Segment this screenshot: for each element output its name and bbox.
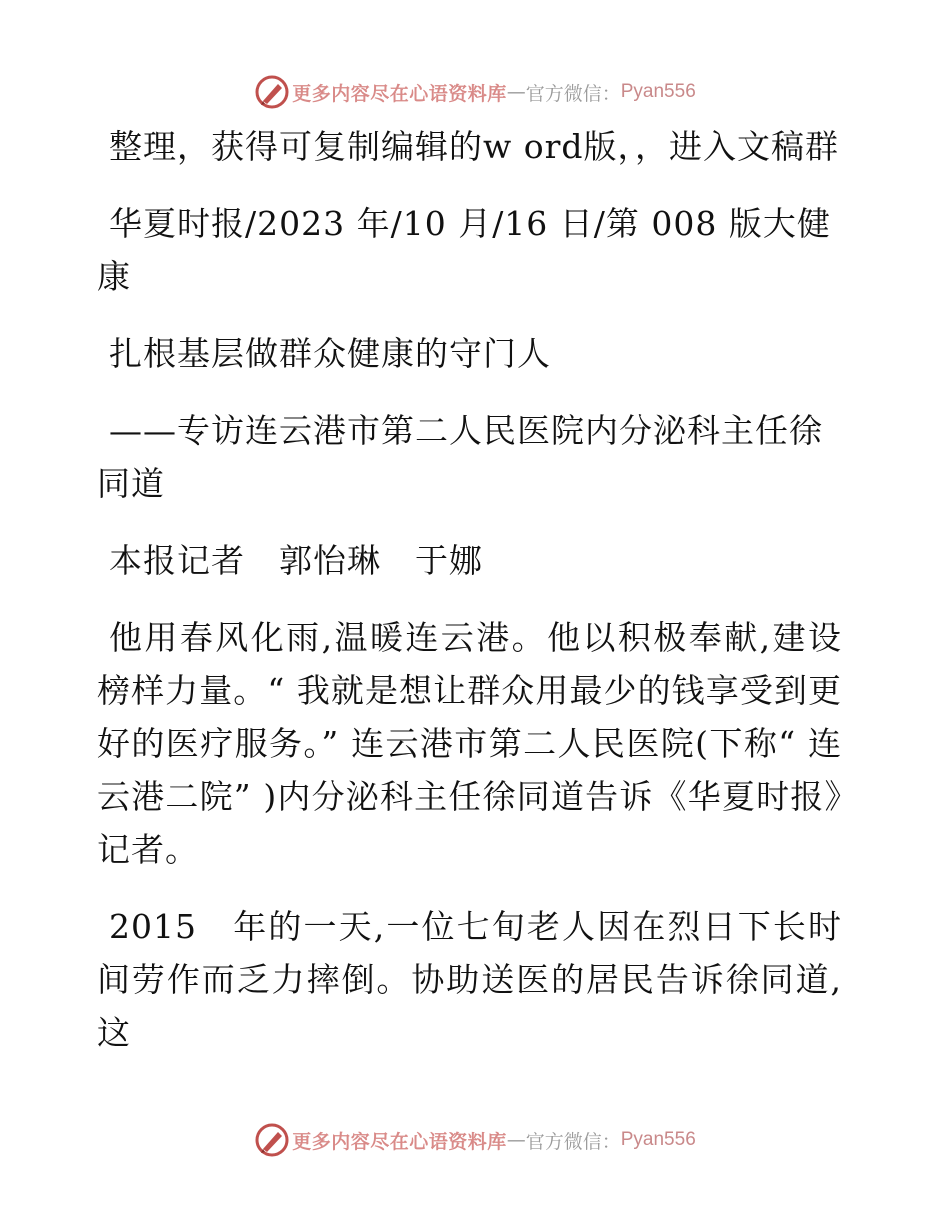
paragraph-body-2: 2015 年的一天,一位七旬老人因在烈日下长时间劳作而乏力摔倒。协助送医的居民告诉徐同道,这 [97, 907, 842, 1052]
article-subtitle: ——专访连云港市第二人民医院内分泌科主任徐同道 [97, 411, 823, 503]
header-watermark [0, 72, 950, 112]
watermark-wechat-id: Pyan556 [620, 1129, 696, 1150]
watermark-brand: 更多内容尽在心语资料库 [292, 1130, 507, 1153]
article-byline: 本报记者 郭怡琳 于娜 [109, 541, 483, 580]
paragraph-source: 华夏时报/2023 年/10 月/16 日/第 008 版大健康 [97, 204, 831, 296]
watermark-brand: 更多内容尽在心语资料库 [292, 82, 507, 105]
pen-logo-icon [254, 74, 290, 110]
watermark-separator: — [506, 1129, 526, 1151]
paragraph-intro-note: 整理，获得可复制编辑的w ord版，，进入文稿群 [109, 127, 840, 166]
footer-watermark [0, 1120, 950, 1160]
pen-logo-icon [254, 1122, 290, 1158]
watermark-separator: — [506, 81, 526, 103]
watermark-label: 官方微信： [525, 1130, 621, 1153]
paragraph-body-1: 他用春风化雨,温暖连云港。他以积极奉献,建设榜样力量。“ 我就是想让群众用最少的钱享受到更好的医疗服务。” 连云港市第二人民医院(下称“ 连云港二院” )内分泌科主任徐同道告诉《华夏时报》记者。 [97, 618, 842, 869]
watermark-wechat-id: Pyan556 [620, 81, 696, 102]
document-body [97, 120, 842, 1083]
watermark-label: 官方微信： [525, 82, 621, 105]
article-title: 扎根基层做群众健康的守门人 [109, 334, 551, 373]
